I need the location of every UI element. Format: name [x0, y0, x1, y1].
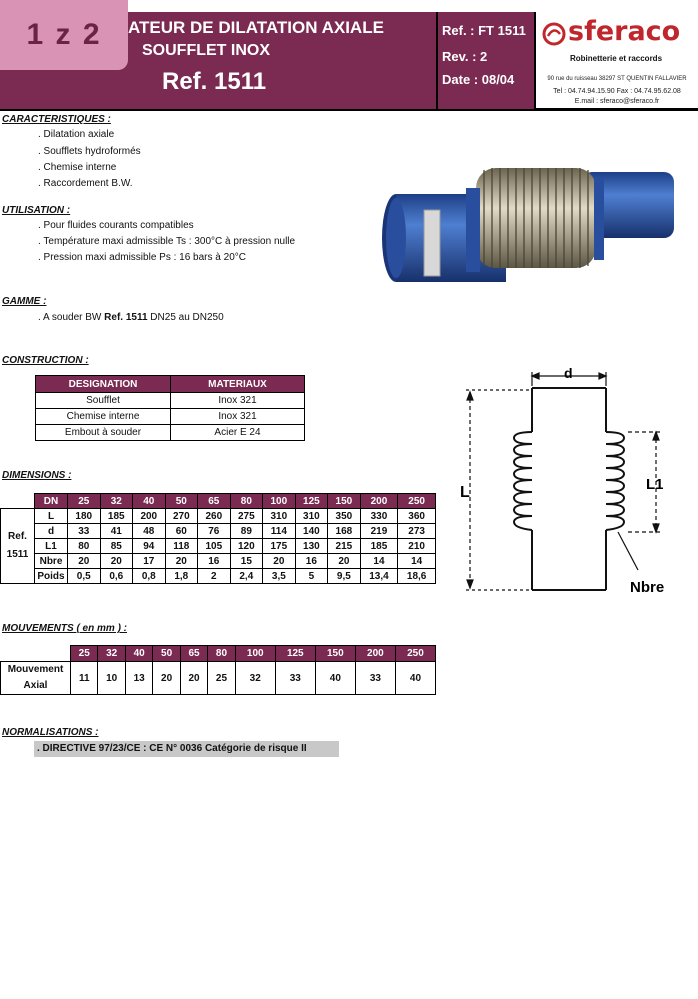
column-header: 65 [180, 646, 207, 662]
table-cell: 85 [100, 539, 133, 554]
row-label: d [35, 524, 68, 539]
table-row [1, 509, 436, 524]
table-cell: 33 [68, 524, 101, 539]
table-cell: 76 [198, 524, 231, 539]
column-header: 125 [295, 494, 328, 509]
table-cell: 15 [230, 554, 263, 569]
table-cell: Acier E 24 [171, 425, 305, 441]
table-cell: 310 [263, 509, 296, 524]
caracteristique-item: . Chemise interne [38, 162, 117, 173]
table-cell: 114 [263, 524, 296, 539]
table-cell: 18,6 [398, 569, 436, 584]
table-cell: Soufflet [36, 393, 171, 409]
table-cell: 20 [68, 554, 101, 569]
table-cell: 33 [275, 662, 315, 695]
page-counter-badge[interactable]: 1 z 2 [0, 0, 128, 70]
caracteristique-item: . Dilatation axiale [38, 129, 115, 140]
column-header: 150 [315, 646, 355, 662]
row-label: Nbre [35, 554, 68, 569]
column-header: 250 [398, 494, 436, 509]
row-label-line: Axial [23, 680, 48, 691]
table-cell: 5 [295, 569, 328, 584]
table-cell: Inox 321 [171, 409, 305, 425]
table-cell: 2,4 [230, 569, 263, 584]
empty-cell [1, 646, 71, 662]
label-d: d [564, 365, 573, 381]
column-header: 100 [235, 646, 275, 662]
table-row [1, 554, 436, 569]
column-header: 80 [230, 494, 263, 509]
logo-text: sferaco [568, 16, 681, 47]
company-email[interactable]: E.mail : sferaco@sferaco.fr [574, 98, 660, 105]
construction-table [35, 375, 305, 441]
caracteristique-item: . Raccordement B.W. [38, 178, 133, 189]
utilisation-item: . Pour fluides courants compatibles [38, 220, 194, 231]
table-cell: 350 [328, 509, 361, 524]
logo-swirl-icon [542, 22, 566, 46]
ref-number: Ref. : FT 1511 [442, 23, 526, 38]
table-cell: 16 [295, 554, 328, 569]
table-cell: 10 [98, 662, 125, 695]
table-cell: 215 [328, 539, 361, 554]
mouvements-heading: MOUVEMENTS ( en mm ) : [2, 623, 128, 634]
table-cell: 130 [295, 539, 328, 554]
table-cell: 3,5 [263, 569, 296, 584]
row-label: Poids [35, 569, 68, 584]
ref-label: 1511 [6, 549, 29, 560]
table-cell: 118 [165, 539, 198, 554]
table-cell: 200 [133, 509, 166, 524]
table-cell: 273 [398, 524, 436, 539]
label-nbre: Nbre [630, 579, 665, 596]
utilisation-heading: UTILISATION : [2, 205, 71, 216]
column-header: MATERIAUX [171, 376, 305, 393]
company-address: 90 rue du ruisseau 38297 ST QUENTIN FALLAVIER [547, 76, 687, 82]
utilisation-item: . Pression maxi admissible Ps : 16 bars à 20°C [38, 252, 246, 263]
gamme-ref: Ref. 1511 [104, 312, 148, 323]
column-header: 25 [68, 494, 101, 509]
gamme-prefix: . A souder BW [38, 312, 105, 323]
caracteristique-item: . Soufflets hydroformés [38, 146, 141, 157]
table-cell: 9,5 [328, 569, 361, 584]
table-row [36, 425, 305, 441]
table-cell: Chemise interne [36, 409, 171, 425]
label-L1: L1 [646, 476, 664, 493]
title-line-1: ATEUR DE DILATATION AXIALE [128, 18, 384, 37]
table-cell: 0,6 [100, 569, 133, 584]
table-cell: 14 [360, 554, 398, 569]
column-header: 40 [125, 646, 152, 662]
column-header: 32 [98, 646, 125, 662]
table-row [1, 569, 436, 584]
ref-cell [1, 509, 35, 584]
ref-label: Ref. [8, 531, 27, 542]
utilisation-item: . Température maxi admissible Ts : 300°C à pression nulle [38, 236, 296, 247]
table-cell: 13 [125, 662, 152, 695]
revision: Rev. : 2 [442, 49, 488, 64]
table-cell: 20 [100, 554, 133, 569]
table-cell: 310 [295, 509, 328, 524]
table-cell: 260 [198, 509, 231, 524]
table-cell: 20 [263, 554, 296, 569]
table-cell: 16 [198, 554, 231, 569]
table-row [36, 393, 305, 409]
table-cell: 89 [230, 524, 263, 539]
table-cell: 41 [100, 524, 133, 539]
table-cell: 11 [71, 662, 98, 695]
table-cell: 185 [100, 509, 133, 524]
table-row [1, 539, 436, 554]
column-header: DESIGNATION [36, 376, 171, 393]
table-cell: 94 [133, 539, 166, 554]
table-cell: 210 [398, 539, 436, 554]
dimensions-heading: DIMENSIONS : [2, 470, 72, 481]
table-cell: Inox 321 [171, 393, 305, 409]
column-header: 50 [153, 646, 180, 662]
column-header: 200 [360, 494, 398, 509]
mouvements-table [0, 645, 436, 695]
title-line-3: Ref. 1511 [162, 68, 267, 95]
table-cell: 20 [165, 554, 198, 569]
table-header-row [1, 646, 436, 662]
table-cell: 175 [263, 539, 296, 554]
table-cell: Embout à souder [36, 425, 171, 441]
column-header: 65 [198, 494, 231, 509]
title-line-2: SOUFFLET INOX [142, 42, 270, 59]
column-header: 250 [395, 646, 435, 662]
table-cell: 168 [328, 524, 361, 539]
row-label: L1 [35, 539, 68, 554]
row-label-line: Mouvement [7, 664, 64, 675]
column-header: 150 [328, 494, 361, 509]
dimensions-table [0, 493, 436, 584]
table-cell: 180 [68, 509, 101, 524]
table-cell: 120 [230, 539, 263, 554]
bellows-icon [476, 168, 596, 268]
table-cell: 20 [180, 662, 207, 695]
header-divider [0, 109, 698, 111]
construction-heading: CONSTRUCTION : [2, 355, 89, 366]
caracteristiques-heading: CARACTERISTIQUES : [2, 114, 111, 125]
column-header: 25 [71, 646, 98, 662]
table-cell: 360 [398, 509, 436, 524]
table-cell: 20 [328, 554, 361, 569]
column-header: 100 [263, 494, 296, 509]
table-row [1, 524, 436, 539]
table-cell: 0,8 [133, 569, 166, 584]
column-header: 80 [208, 646, 235, 662]
column-header: 125 [275, 646, 315, 662]
table-cell: 60 [165, 524, 198, 539]
table-cell: 2 [198, 569, 231, 584]
company-phone: Tel : 04.74.94.15.90 Fax : 04.74.95.62.08 [553, 88, 681, 95]
table-cell: 25 [208, 662, 235, 695]
table-cell: 48 [133, 524, 166, 539]
table-row [1, 662, 436, 695]
table-cell: 32 [235, 662, 275, 695]
table-cell: 80 [68, 539, 101, 554]
column-header: DN [35, 494, 68, 509]
column-header: 200 [355, 646, 395, 662]
table-cell: 33 [355, 662, 395, 695]
table-cell: 105 [198, 539, 231, 554]
normalisation-text: . DIRECTIVE 97/23/CE : CE N° 0036 Catégorie de risque II [34, 741, 339, 757]
table-cell: 14 [398, 554, 436, 569]
table-row [36, 409, 305, 425]
table-cell: 270 [165, 509, 198, 524]
dimension-diagram [460, 362, 670, 598]
row-label [1, 662, 71, 695]
table-cell: 185 [360, 539, 398, 554]
table-cell: 13,4 [360, 569, 398, 584]
table-header-row [1, 494, 436, 509]
table-cell: 219 [360, 524, 398, 539]
row-label: L [35, 509, 68, 524]
date: Date : 08/04 [442, 72, 515, 87]
column-header: 32 [100, 494, 133, 509]
column-header: 40 [133, 494, 166, 509]
company-block [534, 12, 698, 110]
reference-block [436, 12, 534, 110]
table-cell: 0,5 [68, 569, 101, 584]
gamme-item [38, 312, 224, 323]
table-cell: 275 [230, 509, 263, 524]
product-photo [372, 158, 690, 286]
table-cell: 330 [360, 509, 398, 524]
table-cell: 40 [395, 662, 435, 695]
document-header [0, 0, 698, 112]
label-L: L [460, 484, 470, 501]
column-header: 50 [165, 494, 198, 509]
table-cell: 20 [153, 662, 180, 695]
gamme-suffix: DN25 au DN250 [147, 312, 224, 323]
logo-tagline: Robinetterie et raccords [569, 54, 663, 63]
table-cell: 1,8 [165, 569, 198, 584]
table-cell: 17 [133, 554, 166, 569]
gamme-heading: GAMME : [2, 296, 47, 307]
table-cell: 140 [295, 524, 328, 539]
table-cell: 40 [315, 662, 355, 695]
normalisations-heading: NORMALISATIONS : [2, 727, 99, 738]
empty-cell [1, 494, 35, 509]
